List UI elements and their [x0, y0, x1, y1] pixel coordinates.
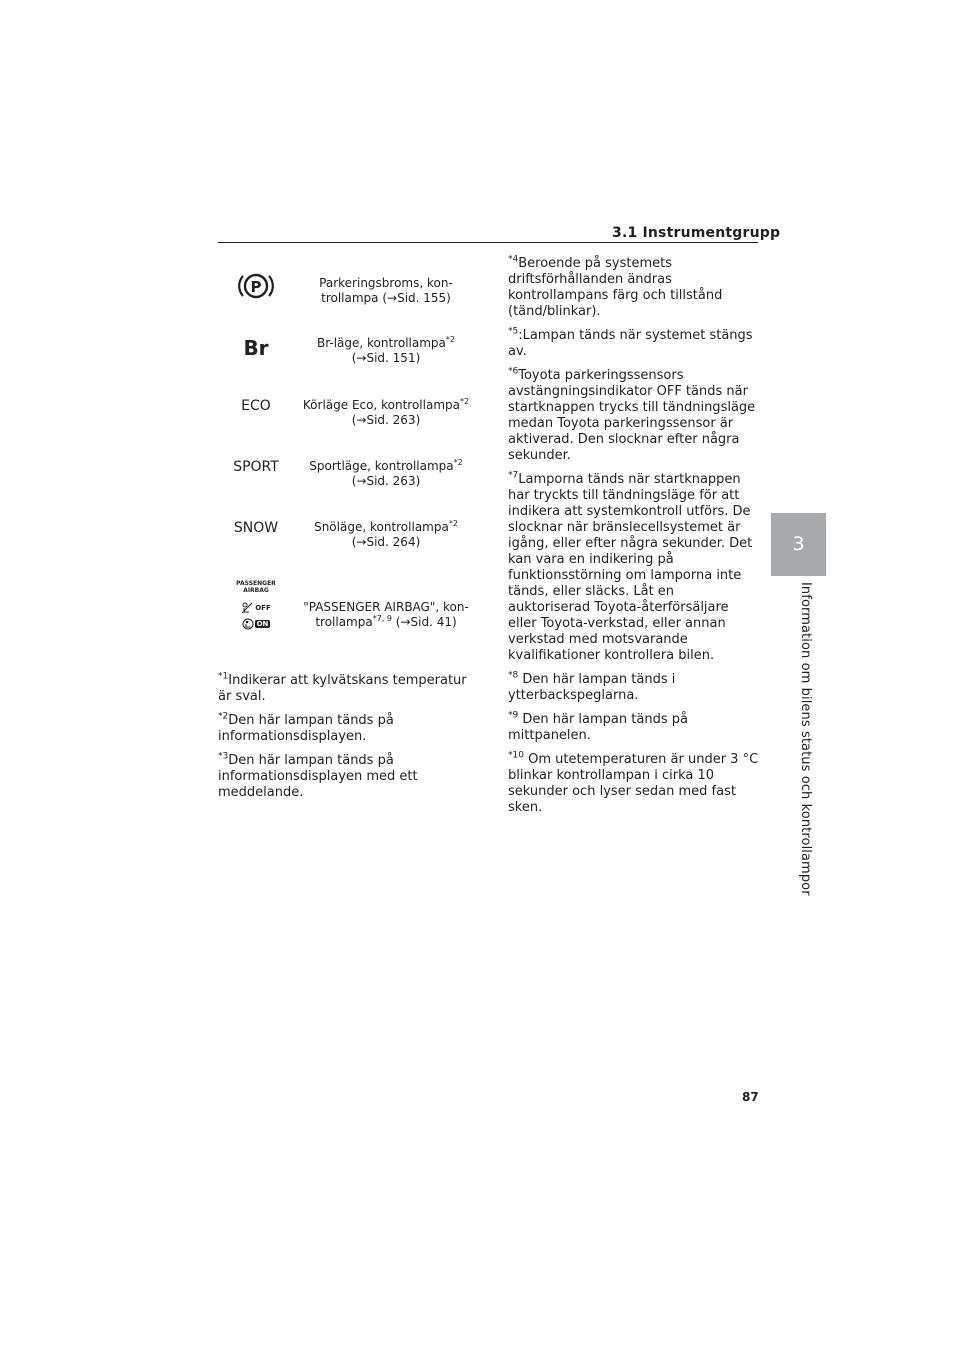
indicator-desc-line: Körläge Eco, kontrollampa$^{*2}$	[302, 397, 470, 412]
footnote: $^{*4}$Beroende på systemets driftsförhållanden ändras kontrollampans färg och tillstånd (tänd/blinkar).	[508, 254, 723, 319]
indicator-desc-line: Snöläge, kontrollampa$^{*2}$	[314, 519, 458, 534]
footnote: $^{*8}$ Den här lampan tänds i ytterbackspeglarna.	[508, 670, 676, 703]
indicator-desc-line: (→Sid. 264)	[351, 535, 421, 549]
chapter-tab	[771, 513, 826, 576]
chapter-title: Information om bilens status och kontrollampor	[798, 582, 813, 896]
indicator-row-sport	[218, 457, 470, 497]
page-number: 87	[742, 1090, 759, 1104]
indicator-desc-line: Sportläge, kontrollampa$^{*2}$	[309, 458, 463, 473]
indicator-desc	[302, 336, 470, 366]
footnotes-left	[218, 673, 468, 809]
br-mode-icon: Br	[243, 336, 269, 360]
indicator-desc-line: "PASSENGER AIRBAG", kon-	[303, 600, 469, 614]
footnote: $^{*10}$ Om utetemperaturen är under 3 °C blinkar kontrollampan i cirka 10 sekunder och lyser sedan med fast sken.	[508, 750, 759, 815]
eco-mode-icon: ECO	[241, 398, 271, 414]
indicator-desc-line: trollampa (→Sid. 155)	[321, 291, 451, 305]
indicator-desc-line: (→Sid. 263)	[351, 413, 421, 427]
header-divider	[218, 242, 758, 243]
indicator-desc	[302, 459, 470, 489]
footnote: $^{*9}$ Den här lampan tänds på mittpanelen.	[508, 710, 688, 743]
indicator-row-parking-brake	[218, 268, 470, 308]
indicator-row-eco	[218, 396, 470, 436]
footnotes-right	[508, 256, 760, 824]
indicator-desc	[302, 276, 470, 306]
indicator-desc-line: Br-läge, kontrollampa$^{*2}$	[316, 335, 455, 350]
airbag-off-indicator	[218, 602, 294, 614]
airbag-label-line: PASSENGER	[236, 580, 276, 587]
airbag-seat-icon	[241, 602, 253, 614]
indicator-desc	[302, 600, 470, 630]
indicator-row-passenger-airbag	[218, 580, 470, 640]
svg-text:P: P	[250, 278, 262, 296]
indicator-desc-line: (→Sid. 263)	[351, 474, 421, 488]
snow-mode-icon: SNOW	[233, 520, 279, 536]
footnote: $^{*6}$Toyota parkeringssensors avstängningsindikator OFF tänds när startknappen trycks till tändningsläge medan Toyota parkeringssensor är aktiverad. Den slocknar efter några sekunder.	[508, 366, 756, 463]
indicator-row-br	[218, 334, 470, 374]
indicator-desc-line: (→Sid. 151)	[351, 351, 421, 365]
indicator-desc-line: Parkeringsbroms, kon-	[319, 276, 453, 290]
indicator-desc	[302, 520, 470, 550]
airbag-on-indicator	[218, 618, 294, 630]
footnote: $^{*7}$Lamporna tänds när startknappen har tryckts till tändningsläge för att indikera att systemkontroll utförs. De slocknar när bränslecellsystemet är igång, eller efter några sekunder. Det kan vara en indikering på funktionsstörning om lamporna inte tänds, eller släcks. Låt en auktoriserad Toyota-återförsäljare eller Toyota-verkstad, eller annan verkstad med motsvarande kvalifikationer kontrollera bilen.	[508, 470, 753, 663]
passenger-airbag-icon	[218, 580, 294, 630]
airbag-off-text: OFF	[255, 604, 271, 612]
footnote: $^{*1}$Indikerar att kylvätskans temperatur är sval.	[218, 671, 467, 704]
indicator-desc	[302, 398, 470, 428]
airbag-on-text: ON	[256, 620, 269, 628]
indicator-row-snow	[218, 518, 470, 558]
parking-brake-icon	[218, 270, 294, 306]
footnote: $^{*2}$Den här lampan tänds på informationsdisplayen.	[218, 711, 394, 744]
footnote: $^{*5}$:Lampan tänds när systemet stängs av.	[508, 326, 753, 359]
footnote: $^{*3}$Den här lampan tänds på informationsdisplayen med ett meddelande.	[218, 751, 418, 800]
indicator-desc-line: trollampa$^{*7, 9}$ (→Sid. 41)	[315, 614, 457, 629]
sport-mode-icon: SPORT	[233, 459, 279, 475]
airbag-label-line: AIRBAG	[243, 587, 269, 594]
section-header: 3.1 Instrumentgrupp	[612, 225, 781, 241]
airbag-seat-on-icon	[242, 618, 254, 630]
chapter-number: 3	[792, 533, 805, 555]
